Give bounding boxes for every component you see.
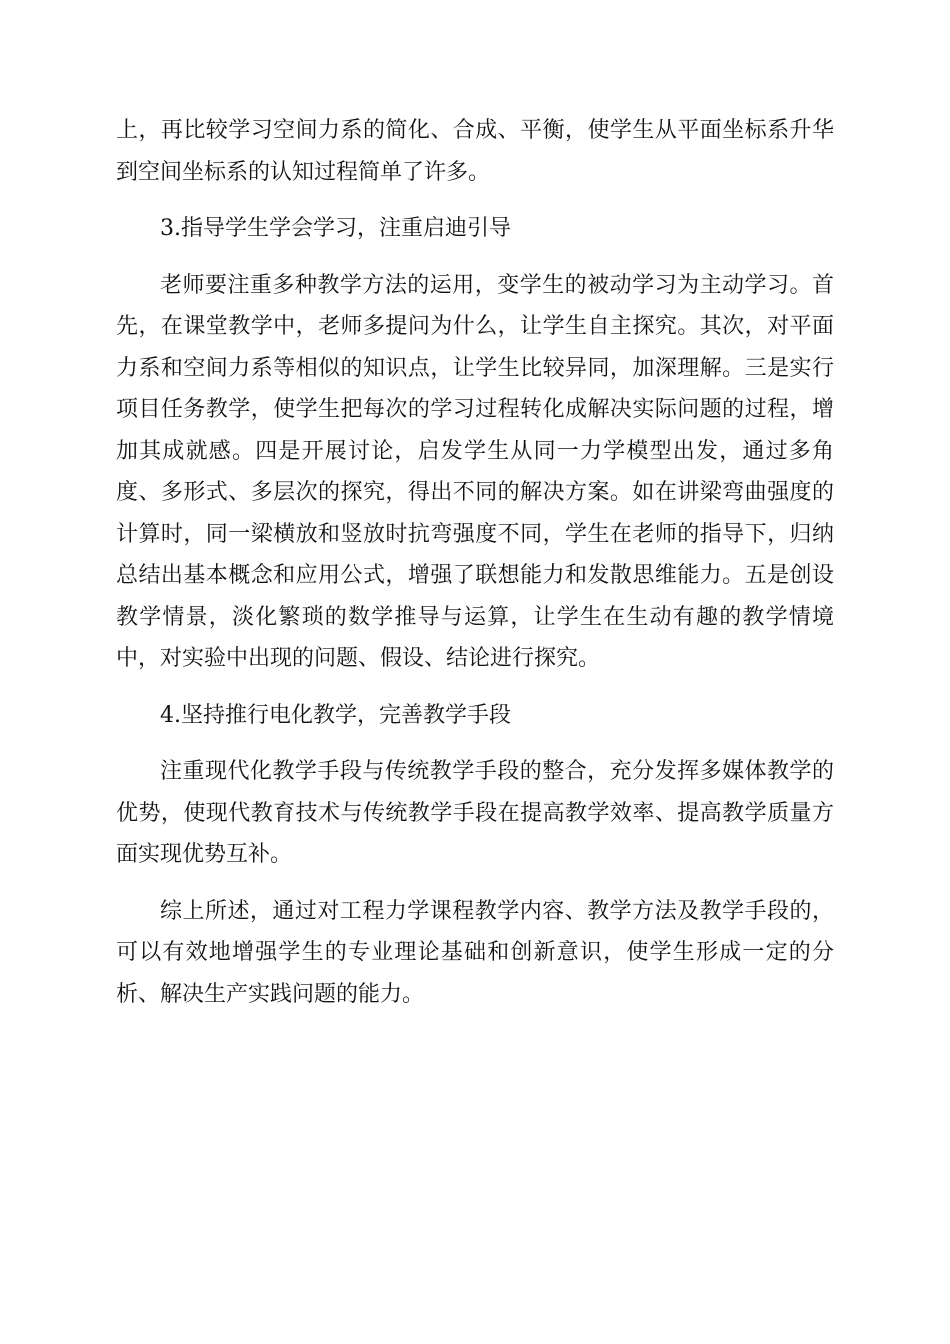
paragraph-teaching-methods: 老师要注重多种教学方法的运用，变学生的被动学习为主动学习。首先，在课堂教学中，老师多提问为什么，让学生自主探究。其次，对平面力系和空间力系等相似的知识点，让学生比较异同，加深理解。三是实行项目任务教学，使学生把每次的学习过程转化成解决实际问题的过程，增加其成就感。四是开展讨论，启发学生从同一力学模型出发，通过多角度、多形式、多层次的探究，得出不同的解决方案。如在讲梁弯曲强度的计算时，同一梁横放和竖放时抗弯强度不同，学生在老师的指导下，归纳总结出基本概念和应用公式，增强了联想能力和发散思维能力。五是创设教学情景，淡化繁琐的数学推导与运算，让学生在生动有趣的教学情境中，对实验中出现的问题、假设、结论进行探究。	[116, 272, 834, 671]
paragraph-conclusion: 综上所述，通过对工程力学课程教学内容、教学方法及教学手段的，可以有效地增强学生的专业理论基础和创新意识，使学生形成一定的分析、解决生产实践问题的能力。	[116, 898, 834, 1007]
document-body	[116, 110, 834, 1030]
section-heading-4: 4.坚持推行电化教学，完善教学手段	[160, 702, 511, 728]
paragraph-teaching-means: 注重现代化教学手段与传统教学手段的整合，充分发挥多媒体教学的优势，使现代教育技术与传统教学手段在提高教学效率、提高教学质量方面实现优势互补。	[116, 759, 834, 867]
paragraph-continuation: 上，再比较学习空间力系的简化、合成、平衡，使学生从平面坐标系升华到空间坐标系的认知过程简单了许多。	[116, 118, 834, 185]
section-heading-3: 3.指导学生学会学习，注重启迪引导	[160, 216, 511, 241]
